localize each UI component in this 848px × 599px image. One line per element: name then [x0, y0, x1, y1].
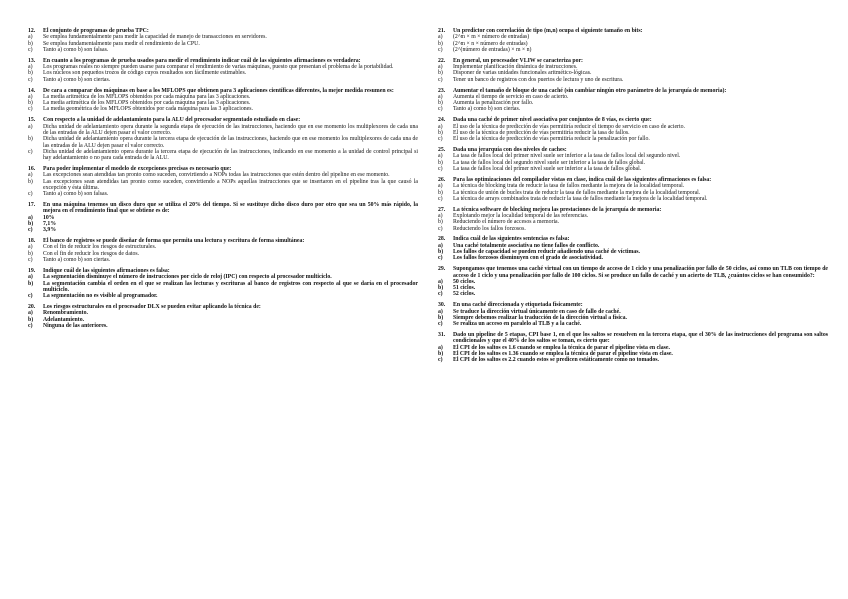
- question-12: [28, 28, 418, 53]
- question-text: Dado un pipeline de 5 etapas, CPI base 1, en el que los saltos se resuelven en la tercera etapa, que el 30% de las instrucciones del programa son saltos condicionales y que el 40% de los saltos se toman, es cierto que:: [453, 332, 828, 345]
- option-a: a) El CPI de los saltos es 1.6 cuando se emplea la técnica de parar el pipeline vista en clase.: [438, 344, 670, 351]
- option-b: b) La segmentación cambia el orden en el que se realizan las lecturas y escrituras al banco de registros con respecto al que se daría en el procesador multiciclo.: [28, 280, 418, 293]
- question-text: Supongamos que tenemos una caché virtual con un tiempo de acceso de 1 ciclo y una penalización por fallo de 50 ciclos, así como un TLB con tiempo de acceso de 1 ciclo y una penalización por fallo de 100 ciclos. Si se produce un fallo de caché y un acierto de TLB, ¿cuántos ciclos se han consumido?:: [453, 266, 828, 279]
- question-text: En cuanto a los programas de prueba usados para medir el rendimiento indicar cuál de las siguientes afirmaciones es verdadera:: [43, 57, 361, 64]
- option-b: b) La media aritmética de los MFLOPS obtenidos por cada máquina para las 3 aplicaciones.: [28, 100, 251, 107]
- option-a: a) Se traduce la dirección virtual únicamente en caso de fallo de caché.: [438, 308, 621, 315]
- option-a: a) Dicha unidad de adelantamiento opera durante la segunda etapa de ejecución de las instrucciones, haciendo que en ese momento los multiplexores de cada una de las entradas de la ALU dejen pasar el valor correcto.: [28, 123, 418, 136]
- option-c: c) La tasa de fallos local del primer nivel suele ser inferior a la tasa de fallos global.: [438, 166, 642, 173]
- question-22: [438, 58, 828, 83]
- option-a: a) Aumenta el tiempo de servicio en caso de acierto.: [438, 93, 569, 100]
- question-text: Indique cuál de las siguientes afirmaciones es falsa:: [43, 267, 170, 274]
- question-24: [438, 117, 828, 142]
- option-c: c) La media geométrica de los MFLOPS obtenidos por cada máquina para las 3 aplicaciones.: [28, 106, 253, 113]
- option-a: a) Renombramiento.: [28, 310, 88, 317]
- question-19: [28, 268, 418, 299]
- question-25: [438, 147, 828, 172]
- option-b: b) El CPI de los saltos es 1.36 cuando se emplea la técnica de parar el pipeline vista en clase.: [438, 351, 673, 357]
- option-b: b) 7,1%: [28, 220, 57, 227]
- option-c: c) Tanto a) como b) son ciertas.: [28, 76, 111, 83]
- question-text: Con respecto a la unidad de adelantamiento para la ALU del procesador segmentado estudiado en clase:: [43, 117, 301, 124]
- question-text: En una caché direccionada y etiquetada físicamente:: [453, 302, 583, 309]
- question-text: En general, un procesador VLIW se caracteriza por:: [453, 57, 583, 64]
- option-a: a) La media aritmética de los MFLOPS obtenidos por cada máquina para las 3 aplicaciones.: [28, 93, 251, 100]
- question-number: 13.: [28, 57, 36, 64]
- right-column: [438, 28, 828, 368]
- option-a: a) Explotando mejor la localidad temporal de las referencias.: [438, 212, 589, 219]
- option-a: a) La técnica de blocking trata de reducir la tasa de fallos mediante la mejora de la localidad temporal.: [438, 183, 685, 190]
- option-a: a) Los programas reales no siempre pueden usarse para comparar el rendimiento de varias máquinas, puesto que presentan el problema de la portabilidad.: [28, 64, 394, 71]
- question-text: El conjunto de programas de prueba TPC:: [43, 28, 149, 34]
- option-a: a) El uso de la técnica de predicción de vías permitiría reducir el tiempo de servicio en caso de acierto.: [438, 123, 685, 130]
- question-30: [438, 302, 828, 327]
- question-number: 23.: [438, 87, 446, 94]
- question-number: 25.: [438, 147, 446, 154]
- option-c: c) Tanto a) como b) son ciertas.: [438, 106, 521, 113]
- question-number: 14.: [28, 87, 36, 94]
- option-a: a) Se emplea fundamentalmente para medir la capacidad de manejo de transacciones en servidores.: [28, 34, 267, 41]
- question-23: [438, 88, 828, 113]
- question-14: [28, 88, 418, 113]
- option-a: a) 10%: [28, 214, 55, 221]
- question-number: 12.: [28, 28, 36, 34]
- question-number: 31.: [438, 332, 446, 339]
- question-number: 21.: [438, 28, 446, 34]
- option-c: c) Tanto a) como b) son falsas.: [28, 191, 109, 198]
- option-c: c) Dicha unidad de adelantamiento opera durante la tercera etapa de ejecución de las instrucciones, indicando en ese momento a la unidad de control principal si hay adelantamiento o no para cada entrada de la ALU.: [28, 148, 418, 162]
- question-31: [438, 332, 828, 363]
- option-c: c) (2^(número de entradas) × m × n): [438, 46, 532, 53]
- option-a: a) Con el fin de reducir los riesgos de estructurales.: [28, 244, 157, 251]
- question-28: [438, 236, 828, 261]
- option-b: b) La tasa de fallos local del segundo nivel suele ser inferior a la tasa de fallos global.: [438, 159, 646, 166]
- question-number: 30.: [438, 302, 446, 309]
- question-text: Un predictor con correlación de tipo (m,n) ocupa el siguiente tamaño en bits:: [453, 28, 643, 34]
- question-number: 29.: [438, 266, 446, 273]
- question-number: 15.: [28, 117, 36, 124]
- option-a: a) (2^m × m × número de entradas): [438, 34, 530, 41]
- question-16: [28, 166, 418, 197]
- question-number: 19.: [28, 267, 36, 274]
- question-number: 16.: [28, 166, 36, 173]
- question-text: La técnica software de blocking mejora las prestaciones de la jerarquía de memoria:: [453, 206, 662, 213]
- option-b: b) Dicha unidad de adelantamiento opera durante la tercera etapa de ejecución de las instrucciones, haciendo que en ese momento los multiplexores de cada una de las entradas de la ALU dejen pasar el valor correcto.: [28, 136, 418, 149]
- question-text: Dada una jerarquía con dos niveles de caches:: [453, 147, 567, 154]
- question-text: Aumentar el tamaño de bloque de una caché (sin cambiar ningún otro parámetro de la jerarquía de memoria):: [453, 87, 727, 94]
- option-a: a) La tasa de fallos local del primer nivel suele ser inferior a la tasa de fallos local del segundo nivel.: [438, 153, 681, 160]
- question-text: En una máquina tenemos un disco duro que se utiliza el 20% del tiempo. Si se sustituye dicho disco duro por otro que sea un 50% más rápido, la mejora en el rendimiento final que se obtiene es de:: [43, 202, 418, 215]
- option-a: a) Una caché totalmente asociativa no tiene fallos de conflicto.: [438, 242, 600, 249]
- option-b: b) 51 ciclos.: [438, 285, 476, 292]
- question-27: [438, 207, 828, 232]
- question-number: 24.: [438, 117, 446, 124]
- option-b: b) Se emplea fundamentalmente para medir el rendimiento de la CPU.: [28, 40, 200, 47]
- option-c: c) Los fallos forzosos disminuyen con el grado de asociatividad.: [438, 255, 603, 262]
- question-text: Para poder implementar el modelo de excepciones precisas es necesario que:: [43, 166, 232, 173]
- question-13: [28, 58, 418, 83]
- option-b: b) Disponer de varias unidades funcionales aritmético-lógicas.: [438, 70, 592, 77]
- question-number: 28.: [438, 236, 446, 243]
- question-text: Los riesgos estructurales en el procesador DLX se pueden evitar aplicando la técnica de:: [43, 304, 261, 311]
- option-b: b) Siempre debemos realizar la traducción de la dirección virtual a física.: [438, 314, 627, 321]
- question-number: 22.: [438, 57, 446, 64]
- question-26: [438, 177, 828, 202]
- option-c: c) Tanto a) como b) son ciertas.: [28, 257, 111, 264]
- option-c: c) El CPI de los saltos es 2.2 cuando estos se predicen estáticamente como no tomados.: [438, 357, 659, 364]
- option-b: b) La técnica de unión de bucles trata de reducir la tasa de fallos mediante la mejora de la localidad temporal.: [438, 189, 701, 196]
- question-text: Para las optimizaciones del compilador vistas en clase, indica cuál de las siguientes afirmaciones es falsa:: [453, 176, 712, 183]
- question-text: Indica cuál de las siguientes sentencias es falsa:: [453, 236, 570, 243]
- option-c: c) Tener un banco de registros con dos puertos de lectura y uno de escritura.: [438, 76, 624, 83]
- option-b: b) Las excepciones sean atendidas tan pronto como suceden, convirtiendo a NOPs aquellas instrucciones que se insertaron en el pipeline tras la que causó la excepción y ésta última.: [28, 178, 418, 191]
- option-b: b) (2^m × n × número de entradas): [438, 40, 528, 47]
- question-21: [438, 28, 828, 53]
- left-column: [28, 28, 418, 334]
- question-text: De cara a comparar dos máquinas en base a los MFLOPS que obtienen para 3 aplicaciones científicas diferentes, la mejor medida resumen es:: [43, 87, 394, 94]
- question-17: [28, 202, 418, 233]
- option-c: c) Ninguna de las anteriores.: [28, 322, 108, 329]
- question-number: 20.: [28, 304, 36, 311]
- question-number: 17.: [28, 202, 36, 209]
- option-c: c) Tanto a) como b) son falsas.: [28, 46, 109, 53]
- option-c: c) 3,9%: [28, 227, 57, 234]
- option-b: b) Adelantamiento.: [28, 316, 85, 323]
- question-number: 26.: [438, 176, 446, 183]
- question-20: [28, 304, 418, 329]
- option-a: a) Implementar planificación dinámica de instrucciones.: [438, 64, 578, 71]
- question-text: El banco de registros se puede diseñar de forma que permita una lectura y escritura de forma simultánea:: [43, 238, 305, 245]
- option-b: b) Reduciendo el número de accesos a memoria.: [438, 219, 560, 226]
- option-c: c) La segmentación no es visible al programador.: [28, 293, 158, 300]
- option-a: a) La segmentación disminuye el número de instrucciones por ciclo de reloj (IPC) con respecto al procesador multiciclo.: [28, 274, 332, 281]
- question-text: Dada una caché de primer nivel asociativa por conjuntos de 8 vías, es cierto que:: [453, 117, 652, 124]
- option-a: a) Las excepciones sean atendidas tan pronto como suceden, convirtiendo a NOPs todas las instrucciones que estén dentro del pipeline en ese momento.: [28, 172, 390, 179]
- question-15: [28, 117, 418, 161]
- question-number: 18.: [28, 238, 36, 245]
- option-c: c) El uso de la técnica de predicción de vías permitiría reducir la penalización por fallo.: [438, 136, 650, 143]
- option-c: c) 52 ciclos.: [438, 291, 476, 298]
- option-c: c) Reduciendo los fallos forzosos.: [438, 225, 526, 232]
- option-c: c) Se realiza un acceso en paralelo al TLB y a la caché.: [438, 321, 582, 328]
- option-c: c) La técnica de arrays combinados trata de reducir la tasa de fallos mediante la mejora de la localidad temporal.: [438, 195, 708, 202]
- question-18: [28, 238, 418, 263]
- option-a: a) 50 ciclos.: [438, 278, 476, 285]
- question-number: 27.: [438, 206, 446, 213]
- option-b: b) Los núcleos son pequeños trozos de código cuyos resultados son fácilmente estimables.: [28, 70, 247, 77]
- question-29: [438, 266, 828, 297]
- option-b: b) Con el fin de reducir los riesgos de datos.: [28, 250, 140, 257]
- option-b: b) El uso de la técnica de predicción de vías permitiría reducir la tasa de fallos.: [438, 129, 630, 136]
- option-b: b) Los fallos de capacidad se pueden reducir añadiendo una caché de víctimas.: [438, 249, 640, 256]
- option-b: b) Aumenta la penalización por fallo.: [438, 100, 534, 107]
